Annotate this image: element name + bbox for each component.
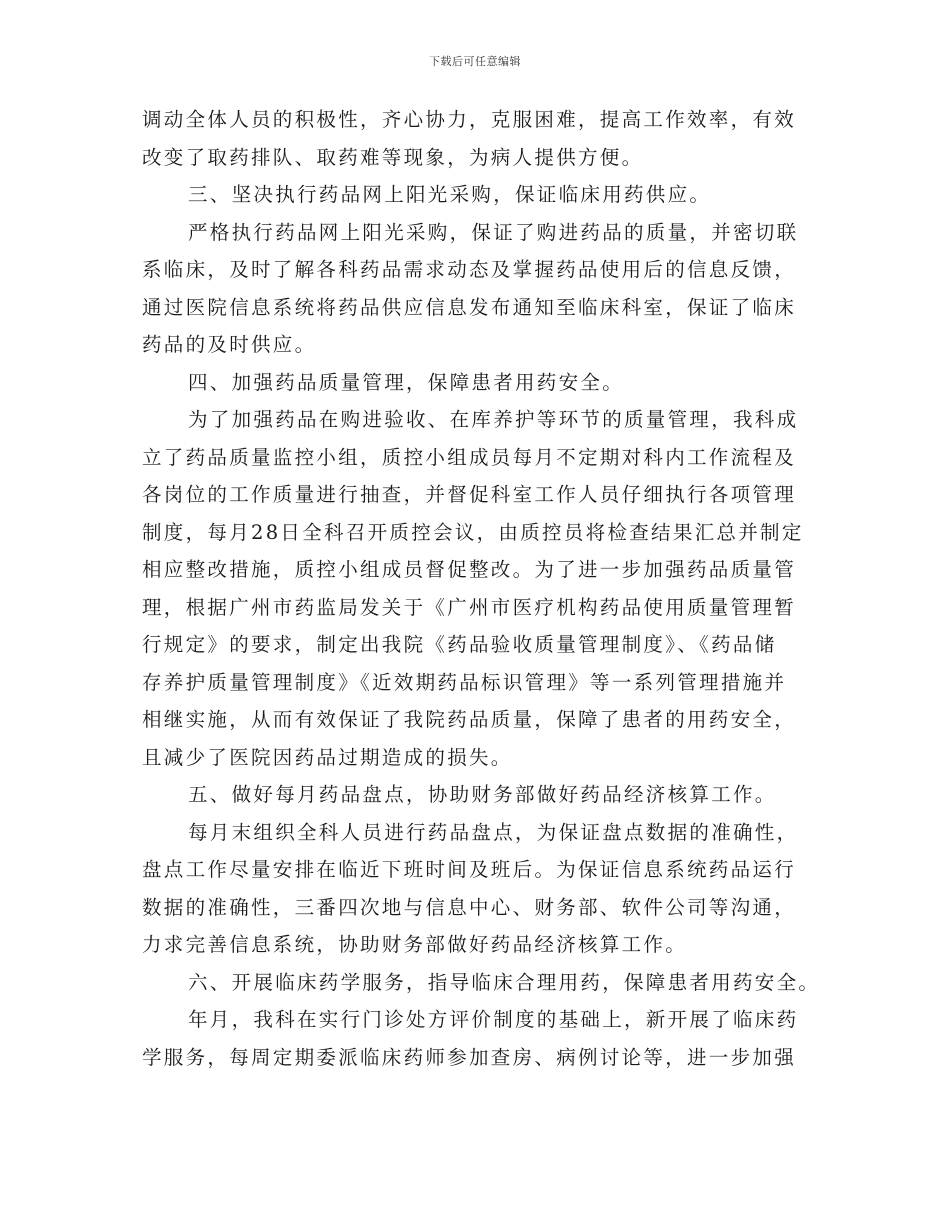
text-line: 理，根据广州市药监局发关于《广州市医疗机构药品使用质量管理暂 bbox=[142, 595, 797, 619]
text-line: 行规定》的要求，制定出我院《药品验收质量管理制度》、《药品储 bbox=[142, 633, 777, 656]
text-line: 调动全体人员的积极性，齐心协力，克服困难，提高工作效率，有效 bbox=[142, 108, 797, 131]
text-line: 系临床，及时了解各科药品需求动态及掌握药品使用后的信息反馈， bbox=[142, 258, 797, 281]
text-line: 严格执行药品网上阳光采购，保证了购进药品的质量，并密切联 bbox=[188, 220, 799, 244]
document-body bbox=[142, 101, 822, 1076]
text-line: 药品的及时供应。 bbox=[142, 333, 317, 356]
text-line: 盘点工作尽量安排在临近下班时间及班后。为保证信息系统药品运行 bbox=[142, 858, 797, 881]
text-line: 年月，我科在实行门诊处方评价制度的基础上，新开展了临床药 bbox=[188, 1008, 799, 1031]
page-header: 下载后可任意编辑 bbox=[429, 55, 521, 68]
text-line: 相应整改措施，质控小组成员督促整改。为了进一步加强药品质量管 bbox=[142, 558, 797, 581]
text-line: 力求完善信息系统，协助财务部做好药品经济核算工作。 bbox=[142, 933, 688, 956]
text-line: 存养护质量管理制度》《近效期药品标识管理》等一系列管理措施并 bbox=[142, 670, 787, 694]
text-line: 学服务，每周定期委派临床药师参加查房、病例讨论等，进一步加强 bbox=[142, 1045, 797, 1069]
section-heading: 三、坚决执行药品网上阳光采购，保证临床用药供应。 bbox=[188, 183, 712, 206]
text-line: 为了加强药品在购进验收、在库养护等环节的质量管理，我科成 bbox=[188, 408, 799, 431]
text-line: 数据的准确性，三番四次地与信息中心、财务部、软件公司等沟通， bbox=[142, 895, 797, 919]
section-heading: 四、加强药品质量管理，保障患者用药安全。 bbox=[188, 370, 625, 394]
text-line: 每月末组织全科人员进行药品盘点，为保证盘点数据的准确性， bbox=[188, 820, 799, 844]
text-line: 立了药品质量监控小组，质控小组成员每月不定期对科内工作流程及 bbox=[142, 445, 797, 469]
text-line: 相继实施，从而有效保证了我院药品质量，保障了患者的用药安全， bbox=[142, 708, 797, 731]
section-heading: 六、开展临床药学服务，指导临床合理用药，保障患者用药安全。 bbox=[188, 970, 821, 994]
section-heading: 五、做好每月药品盘点，协助财务部做好药品经济核算工作。 bbox=[188, 783, 777, 806]
text-line: 改变了取药排队、取药难等现象，为病人提供方便。 bbox=[142, 145, 644, 169]
text-line: 各岗位的工作质量进行抽查，并督促科室工作人员仔细执行各项管理 bbox=[142, 483, 797, 506]
text-line: 且减少了医院因药品过期造成的损失。 bbox=[142, 745, 513, 769]
text-line: 制度，每月28日全科召开质控会议，由质控员将检查结果汇总并制定 bbox=[142, 520, 804, 544]
text-line: 通过医院信息系统将药品供应信息发布通知至临床科室，保证了临床 bbox=[142, 295, 797, 319]
